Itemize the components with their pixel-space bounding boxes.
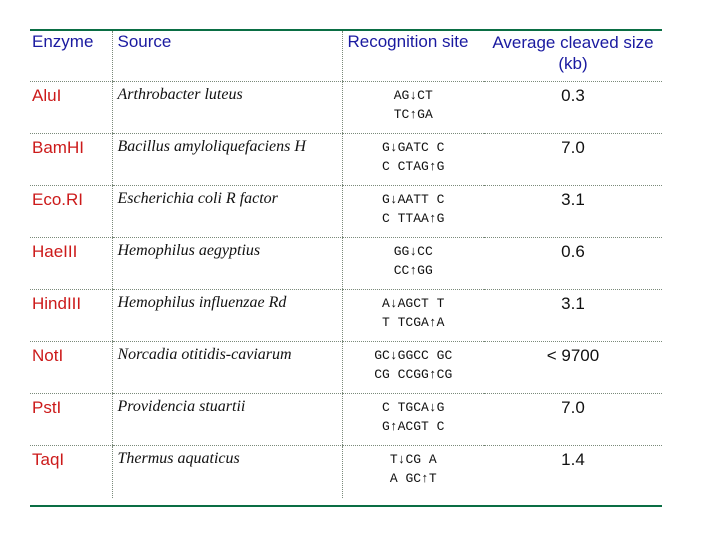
recognition-site-top-strand: GC↓GGCC GC [374,348,453,363]
cleaved-size-value: 3.1 [561,294,585,313]
recognition-site-top-strand: A↓AGCT T [382,296,445,311]
recognition-site-bottom-strand: T TCGA↑A [382,315,445,330]
source-organism: Hemophilus aegyptius [117,242,261,259]
recognition-site-top-strand: T↓CG A [389,452,437,467]
recognition-site-cell [342,394,484,446]
recognition-site-bottom-strand: TC↑GA [393,107,433,122]
cleaved-size-cell [484,446,662,498]
enzyme-cell [30,82,112,134]
cleaved-size-cell [484,82,662,134]
cleaved-size-value: 0.6 [561,242,585,261]
table-body [30,82,662,498]
header-size-line2: (kb) [558,54,588,73]
source-cell [112,82,342,134]
table-row [30,290,662,342]
table-row [30,134,662,186]
recognition-site-top-strand: AG↓CT [393,88,433,103]
source-organism: Bacillus amyloliquefaciens H [117,138,306,155]
recognition-site [343,342,485,384]
enzyme-table [30,31,662,498]
table-row [30,394,662,446]
cleaved-size-value: 1.4 [561,450,585,469]
cleaved-size-value: 7.0 [561,398,585,417]
source-organism: Arthrobacter luteus [117,86,243,103]
enzyme-name: BamHI [32,138,84,157]
source-cell [112,134,342,186]
recognition-site [343,134,485,176]
recognition-site-bottom-strand: C CTAG↑G [382,159,445,174]
recognition-site-cell [342,290,484,342]
recognition-site-bottom-strand: CC↑GG [393,263,433,278]
source-cell [112,290,342,342]
recognition-site-top-strand: C TGCA↓G [382,400,445,415]
table-header [30,31,662,82]
cleaved-size-cell [484,238,662,290]
header-row [30,31,662,82]
source-organism: Thermus aquaticus [117,450,240,467]
enzyme-cell [30,238,112,290]
cleaved-size-cell [484,134,662,186]
header-size [484,31,662,82]
cleaved-size-cell [484,290,662,342]
enzyme-name: Eco.RI [32,190,84,209]
header-source-label: Source [117,32,172,51]
source-cell [112,238,342,290]
source-cell [112,342,342,394]
enzyme-name: HindIII [32,294,82,313]
cleaved-size-cell [484,342,662,394]
table-row [30,446,662,498]
enzyme-cell [30,290,112,342]
recognition-site-cell [342,342,484,394]
recognition-site [343,238,485,280]
recognition-site-top-strand: G↓GATC C [382,140,445,155]
source-cell [112,186,342,238]
cleaved-size-value: 3.1 [561,190,585,209]
recognition-site-cell [342,238,484,290]
table-row [30,342,662,394]
recognition-site-bottom-strand: G↑ACGT C [382,419,445,434]
source-cell [112,446,342,498]
table-row [30,186,662,238]
enzyme-name: PstI [32,398,62,417]
enzyme-name: HaeIII [32,242,78,261]
recognition-site-top-strand: GG↓CC [393,244,433,259]
enzyme-cell [30,186,112,238]
header-enzyme [30,31,112,82]
enzyme-name: AluI [32,86,62,105]
cleaved-size-value: 7.0 [561,138,585,157]
source-organism: Hemophilus influenzae Rd [117,294,287,311]
table-row [30,82,662,134]
cleaved-size-cell [484,186,662,238]
recognition-site [343,82,485,124]
cleaved-size-value: 0.3 [561,86,585,105]
bottom-rule [30,505,662,507]
recognition-site-cell [342,186,484,238]
enzyme-name: TaqI [32,450,65,469]
enzyme-cell [30,446,112,498]
recognition-site [343,186,485,228]
source-cell [112,394,342,446]
recognition-site-bottom-strand: C TTAA↑G [382,211,445,226]
cleaved-size-value: < 9700 [546,346,600,365]
enzyme-name: NotI [32,346,64,365]
recognition-site [343,394,485,436]
header-site [342,31,484,82]
header-enzyme-label: Enzyme [32,32,94,51]
recognition-site [343,290,485,332]
recognition-site-cell [342,446,484,498]
source-organism: Providencia stuartii [117,398,246,415]
recognition-site-cell [342,134,484,186]
enzyme-cell [30,342,112,394]
table-row [30,238,662,290]
header-site-label: Recognition site [347,32,469,51]
recognition-site-bottom-strand: A GC↑T [389,471,437,486]
recognition-site-cell [342,82,484,134]
enzyme-cell [30,134,112,186]
recognition-site-top-strand: G↓AATT C [382,192,445,207]
header-source [112,31,342,82]
source-organism: Norcadia otitidis-caviarum [117,346,292,363]
header-size-label [484,31,662,74]
source-organism: Escherichia coli R factor [117,190,278,207]
header-size-line1: Average cleaved size [492,33,654,52]
recognition-site [343,446,485,488]
recognition-site-bottom-strand: CG CCGG↑CG [374,367,453,382]
enzyme-cell [30,394,112,446]
cleaved-size-cell [484,394,662,446]
